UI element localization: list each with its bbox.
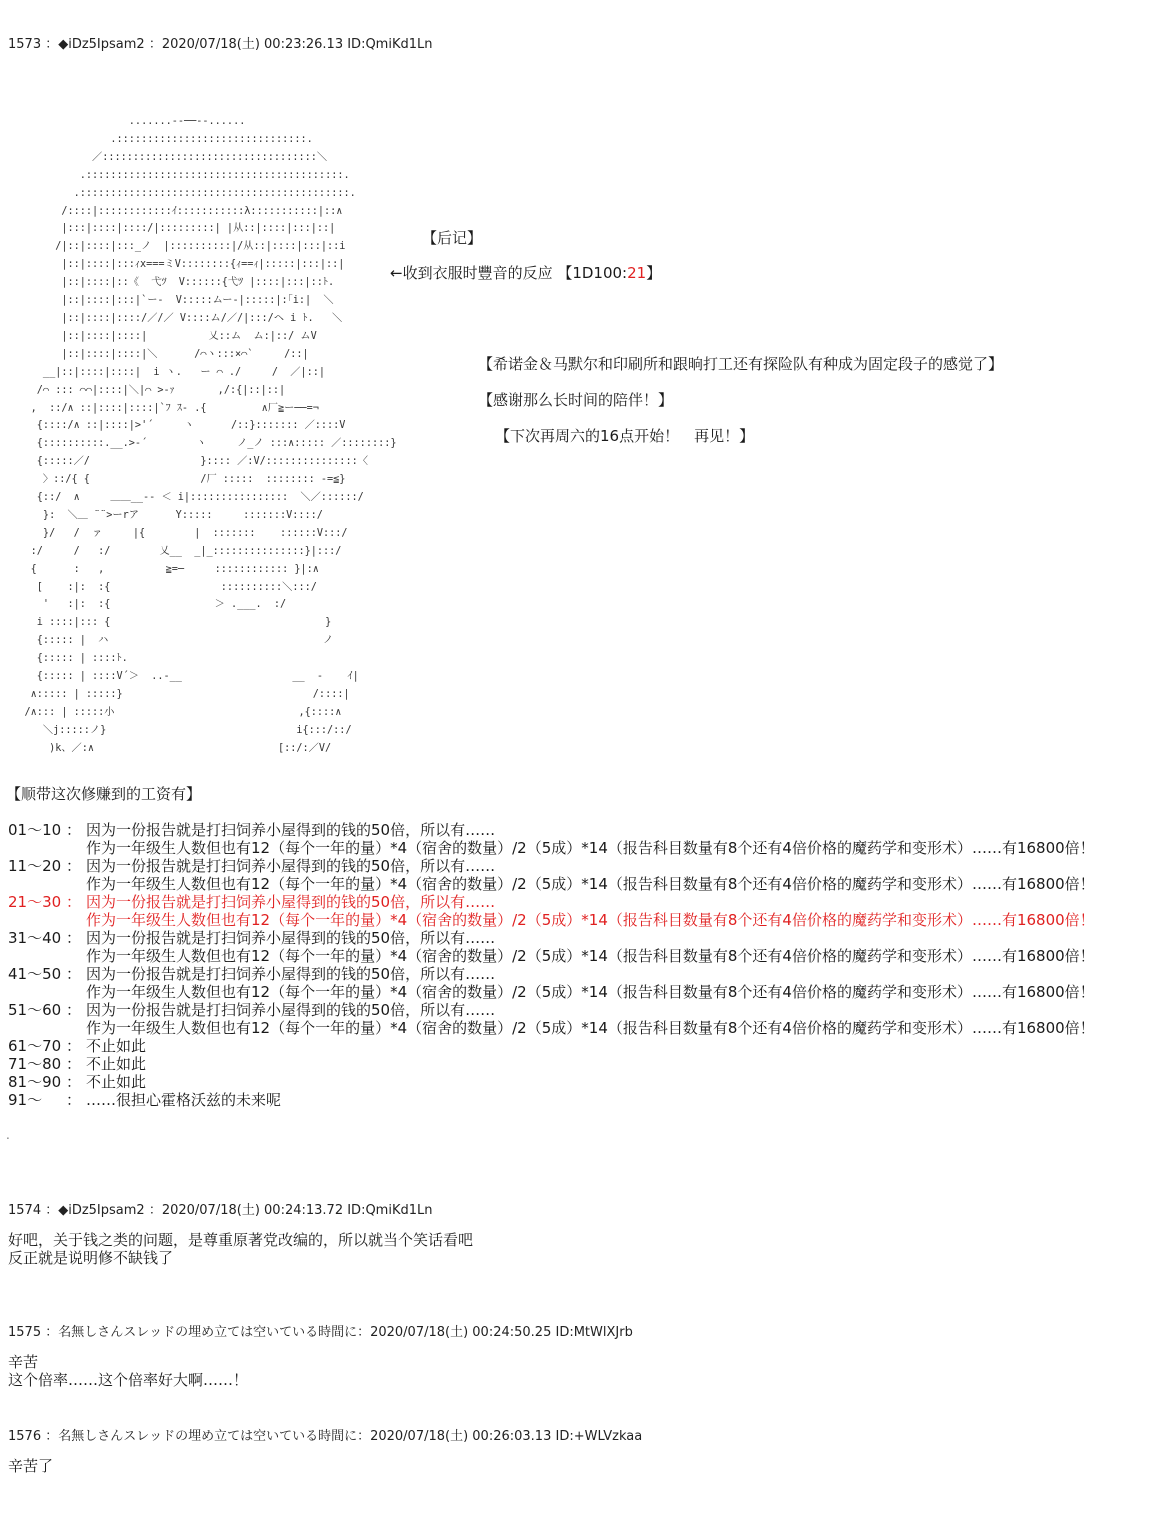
roll-row [8,1001,495,1019]
stray-dot: . [6,1128,10,1142]
roll-row [8,821,495,839]
roll-sep: ： [66,821,82,839]
post-header-1574: 1574 ：◆iDz5Ipsam2 ：2020/07/18(土) 00:24:13.72 ID:QmiKd1Ln [8,1203,433,1218]
post-body-line: 这个倍率……这个倍率好大啊……！ [8,1371,249,1389]
roll-row [8,1091,281,1109]
roll-row [8,929,495,947]
roll-row-detail: 作为一年级生人数但也有12（每个一年的量）*4（宿舍的数量）/2（5成）*14（报告科目数量有8个还有4倍价格的魔药学和变形术）……有16800倍！ [86,947,1095,965]
roll-row [8,1055,146,1073]
roll-range: 81～90 [8,1073,62,1091]
roll-text: 不止如此 [86,1073,147,1091]
roll-sep: ： [66,893,82,911]
roll-row-highlighted [8,893,495,911]
note-line-1: 【希诺金＆马默尔和印刷所和跟晌打工还有探险队有种成为固定段子的感觉了】 [478,355,1004,373]
post-header-1573: 1573 ：◆iDz5Ipsam2 ：2020/07/18(土) 00:23:26.13 ID:QmiKd1Ln [8,37,433,52]
roll-text: 因为一份报告就是打扫饲养小屋得到的钱的50倍，所以有…… [86,929,496,947]
reaction-prefix: ←收到衣服时豐音的反应 【1D100: [390,264,628,282]
post-body-line: 辛苦 [8,1353,39,1371]
roll-sep: ： [66,965,82,983]
reaction-note [390,262,661,283]
roll-row-detail: 作为一年级生人数但也有12（每个一年的量）*4（宿舍的数量）/2（5成）*14（报告科目数量有8个还有4倍价格的魔药学和变形术）……有16800倍！ [86,839,1095,857]
roll-row-detail: 作为一年级生人数但也有12（每个一年的量）*4（宿舍的数量）/2（5成）*14（报告科目数量有8个还有4倍价格的魔药学和变形术）……有16800倍！ [86,983,1095,1001]
roll-range: 31～40 [8,929,62,947]
roll-text: 因为一份报告就是打扫饲养小屋得到的钱的50倍，所以有…… [86,965,496,983]
afterword-title: 【后记】 [422,229,483,247]
roll-sep: ： [66,857,82,875]
roll-row-detail: 作为一年级生人数但也有12（每个一年的量）*4（宿舍的数量）/2（5成）*14（报告科目数量有8个还有4倍价格的魔药学和变形术）……有16800倍！ [86,875,1095,893]
roll-sep: ： [66,1091,82,1109]
roll-row-detail: 作为一年级生人数但也有12（每个一年的量）*4（宿舍的数量）/2（5成）*14（报告科目数量有8个还有4倍价格的魔药学和变形术）……有16800倍！ [86,1019,1095,1037]
roll-range: 21～30 [8,893,62,911]
post-header-1576: 1576 ：名無しさんスレッドの埋め立ては空いている時間に：2020/07/18(土) 00:26:03.13 ID:+WLVzkaa [8,1429,643,1444]
roll-row [8,857,495,875]
note-line-3: 【下次再周六的16点开始！ 再见！】 [495,427,755,445]
roll-sep: ： [66,1037,82,1055]
roll-range: 91～ [8,1091,43,1109]
note-line-2: 【感谢那么长时间的陪伴！】 [478,391,674,409]
post-body-line: 反正就是说明修不缺钱了 [8,1249,174,1267]
roll-sep: ： [66,929,82,947]
roll-sep: ： [66,1001,82,1019]
roll-text: 不止如此 [86,1055,147,1073]
roll-row [8,1037,146,1055]
roll-range: 51～60 [8,1001,62,1019]
roll-range: 01～10 [8,821,62,839]
earnings-title: 【顺带这次修赚到的工资有】 [6,785,202,803]
roll-row-detail-highlighted: 作为一年级生人数但也有12（每个一年的量）*4（宿舍的数量）/2（5成）*14（报告科目数量有8个还有4倍价格的魔药学和变形术）……有16800倍！ [86,911,1095,929]
post-body-line: 辛苦了 [8,1457,54,1475]
roll-range: 11～20 [8,857,62,875]
roll-range: 41～50 [8,965,62,983]
roll-range: 71～80 [8,1055,62,1073]
ascii-art-figure: .......-‐──‐-...... .:::::::::::::::::::::::::::::::. ／:::::::::::::::::::::::::::::::::::＼ .::::::::::::::::::::::::::::::::::::::::::. .::::::::::::::::::::::::::::::::::::::::::::. /::::|::::::::::::ｲ:::::::::::λ:::::::::::|::∧ |:::|::::|::::/|:::::::::| |从::|::::|:::|::| /|::|::::|:::_ノ |::::::::::|/从::|::::|:::|::i |::|::::|:::ｨx===ミV::::::::{ｨ==ｨ|:::::|:::|::| |::|::::|::《 弋ﾂ V::::::{弋ﾂ |::::|:::|::ﾄ. |::|::::|:::|`ー‐ V:::::ムー‐|:::::|:｢i:| ＼ |::|::::|::::/／/／ V::::ム/／/|:::/ヘ i ﾄ. ＼ |::|::::|::::| 乂::ム ム:|::/ ムV |::|::::|::::|＼ /⌒ヽ:::×⌒` /::| __|::|::::|::::| i ヽ. ー ⌒ ./ / ／|::| /⌒ ::: ⌒⌒|::::|＼|⌒ >‐ｧ ,/:{|::|::| , ::/∧ ::|::::|::::|`ﾌ ｽ‐ .{ ∧厂≧ー──=¬ {::::/∧ ::|::::|>'´ ヽ /::}::::::: ／::::V {::::::::::.__.>-´ ヽ ノ_ノ :::∧::::: ／::::::::} {:::::／/ }:::: ／:V/:::::::::::::::〈 〉::/{ { /厂 ::::: :::::::: -=≦} {::/ ∧ ＿＿__-- ＜ i|:::::::::::::::: ＼／::::::/ }: ＼＿ ¨¨>ーrア Y::::: :::::::V::::/ }/ / ァ |{ | ::::::: ::::::V:::/ :/ / :/ 乂__ _|_:::::::::::::::}|:::/ { : , ≧=─ :::::::::::: }|:∧ [ :|: :{ ::::::::::＼:::/ ' :|: :{ ＞ .___. :/ i ::::|::: { } {::::: | ハ ノ {::::: | ::::ﾄ. {::::: | ::::V´＞ ..-__ __ - ｲ| ∧::::: | :::::} /::::| /∧::: | :::::小 ,{::::∧ ＼j:::::ノ} i{:::/::/ )k、／:∧ [::/:／V/ [24,116,397,754]
reaction-suffix: 】 [646,264,662,282]
roll-text: 因为一份报告就是打扫饲养小屋得到的钱的50倍，所以有…… [86,857,496,875]
roll-row [8,1073,146,1091]
post-header-1575: 1575 ：名無しさんスレッドの埋め立ては空いている時間に：2020/07/18(土) 00:24:50.25 ID:MtWlXJrb [8,1325,633,1340]
roll-row [8,965,495,983]
roll-text: 因为一份报告就是打扫饲养小屋得到的钱的50倍，所以有…… [86,1001,496,1019]
post-body-line: 好吧，关于钱之类的问题，是尊重原著党改编的，所以就当个笑话看吧 [8,1231,474,1249]
reaction-roll: 21 [627,264,647,282]
roll-text: 因为一份报告就是打扫饲养小屋得到的钱的50倍，所以有…… [86,821,496,839]
roll-text: 不止如此 [86,1037,147,1055]
roll-sep: ： [66,1073,82,1091]
roll-text: ……很担心霍格沃兹的未来呢 [86,1091,282,1109]
roll-range: 61～70 [8,1037,62,1055]
roll-sep: ： [66,1055,82,1073]
roll-text: 因为一份报告就是打扫饲养小屋得到的钱的50倍，所以有…… [86,893,496,911]
